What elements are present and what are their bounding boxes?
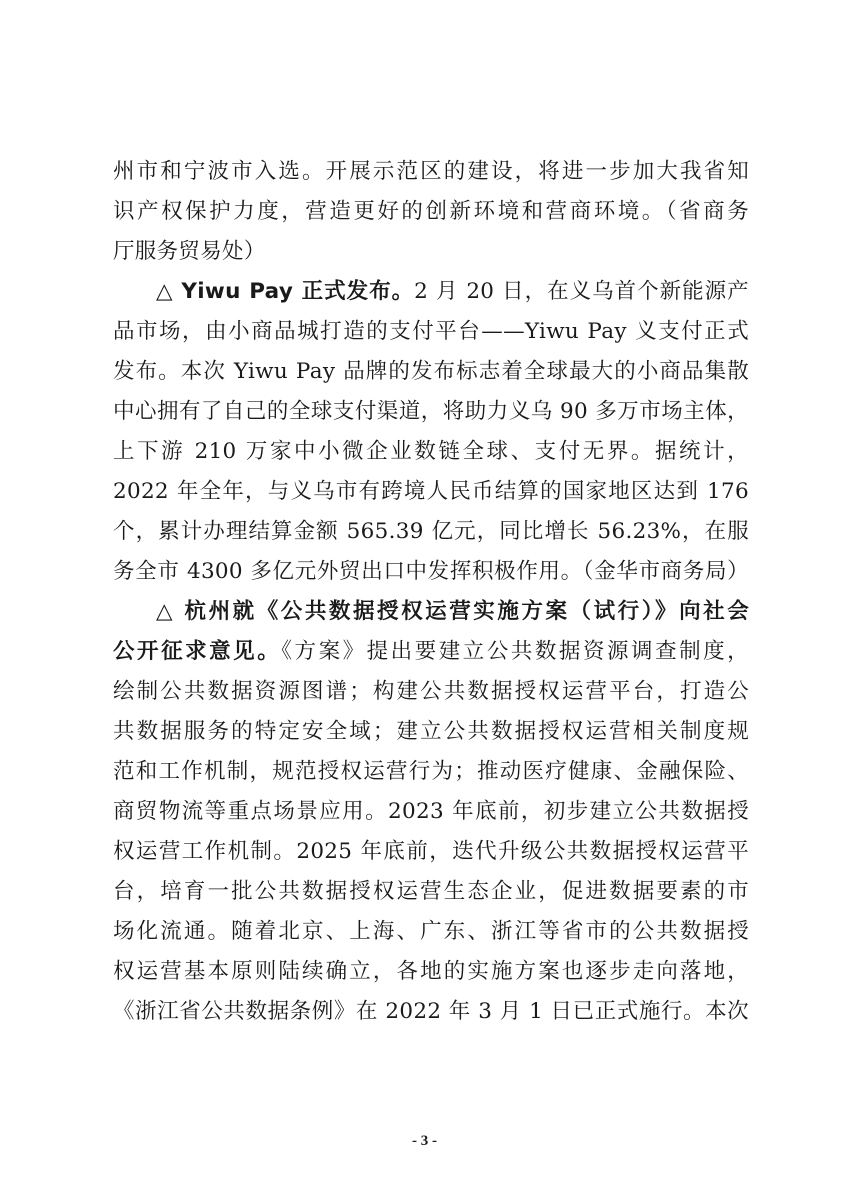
paragraph-text: 《方案》提出要建立公共数据资源调查制度， (281, 639, 749, 664)
paragraph-line: 2022 年全年，与义乌市有跨境人民币结算的国家地区达到 176 (113, 479, 749, 504)
paragraph-line: 品市场，由小商品城打造的支付平台——Yiwu Pay 义支付正式 (113, 319, 749, 344)
paragraph-line: 上下游 210 万家中小微企业数链全球、支付无界。据统计， (113, 439, 749, 464)
paragraph-line: 权运营工作机制。2025 年底前，迭代升级公共数据授权运营平 (113, 839, 749, 864)
paragraph-line: 共数据服务的特定安全域；建立公共数据授权运营相关制度规 (113, 719, 749, 744)
paragraph-line: 台，培育一批公共数据授权运营生态企业，促进数据要素的市 (113, 879, 749, 904)
paragraph-line: 权运营基本原则陆续确立，各地的实施方案也逐步走向落地， (113, 959, 749, 984)
section-heading: Yiwu Pay 正式发布。 (181, 279, 415, 304)
paragraph-line: 中心拥有了自己的全球支付渠道，将助力义乌 90 多万市场主体， (113, 399, 749, 424)
bullet-triangle-icon: △ (156, 279, 174, 304)
section-heading-continued: 公开征求意见。 (113, 639, 282, 664)
paragraph-line: 场化流通。随着北京、上海、广东、浙江等省市的公共数据授 (113, 919, 749, 944)
paragraph-line: 商贸物流等重点场景应用。2023 年底前，初步建立公共数据授 (113, 799, 749, 824)
paragraph-first-line (113, 272, 749, 312)
paragraph-line: 个，累计办理结算金额 565.39 亿元，同比增长 56.23%，在服 (113, 519, 749, 544)
section-heading: 杭州就《公共数据授权运营实施方案（试行）》向社会 (184, 599, 749, 624)
paragraph-line (113, 632, 749, 672)
bullet-triangle-icon: △ (156, 599, 176, 624)
document-body (113, 152, 749, 1032)
paragraph-line: 州市和宁波市入选。开展示范区的建设，将进一步加大我省知 (113, 159, 749, 184)
paragraph-line: 范和工作机制，规范授权运营行为；推动医疗健康、金融保险、 (113, 759, 749, 784)
paragraph-text: 2 月 20 日，在义乌首个新能源产 (414, 279, 749, 304)
paragraph-line: 绘制公共数据资源图谱；构建公共数据授权运营平台，打造公 (113, 679, 749, 704)
paragraph-line: 识产权保护力度，营造更好的创新环境和营商环境。（省商务 (113, 199, 749, 224)
paragraph-line: 发布。本次 Yiwu Pay 品牌的发布标志着全球最大的小商品集散 (113, 359, 749, 384)
paragraph-line: 务全市 4300 多亿元外贸出口中发挥积极作用。（金华市商务局） (113, 559, 749, 584)
page-number: - 3 - (412, 1133, 437, 1149)
paragraph-line: 《浙江省公共数据条例》在 2022 年 3 月 1 日已正式施行。本次 (113, 999, 749, 1024)
paragraph-first-line (113, 592, 749, 632)
paragraph-line: 厅服务贸易处） (113, 239, 266, 264)
